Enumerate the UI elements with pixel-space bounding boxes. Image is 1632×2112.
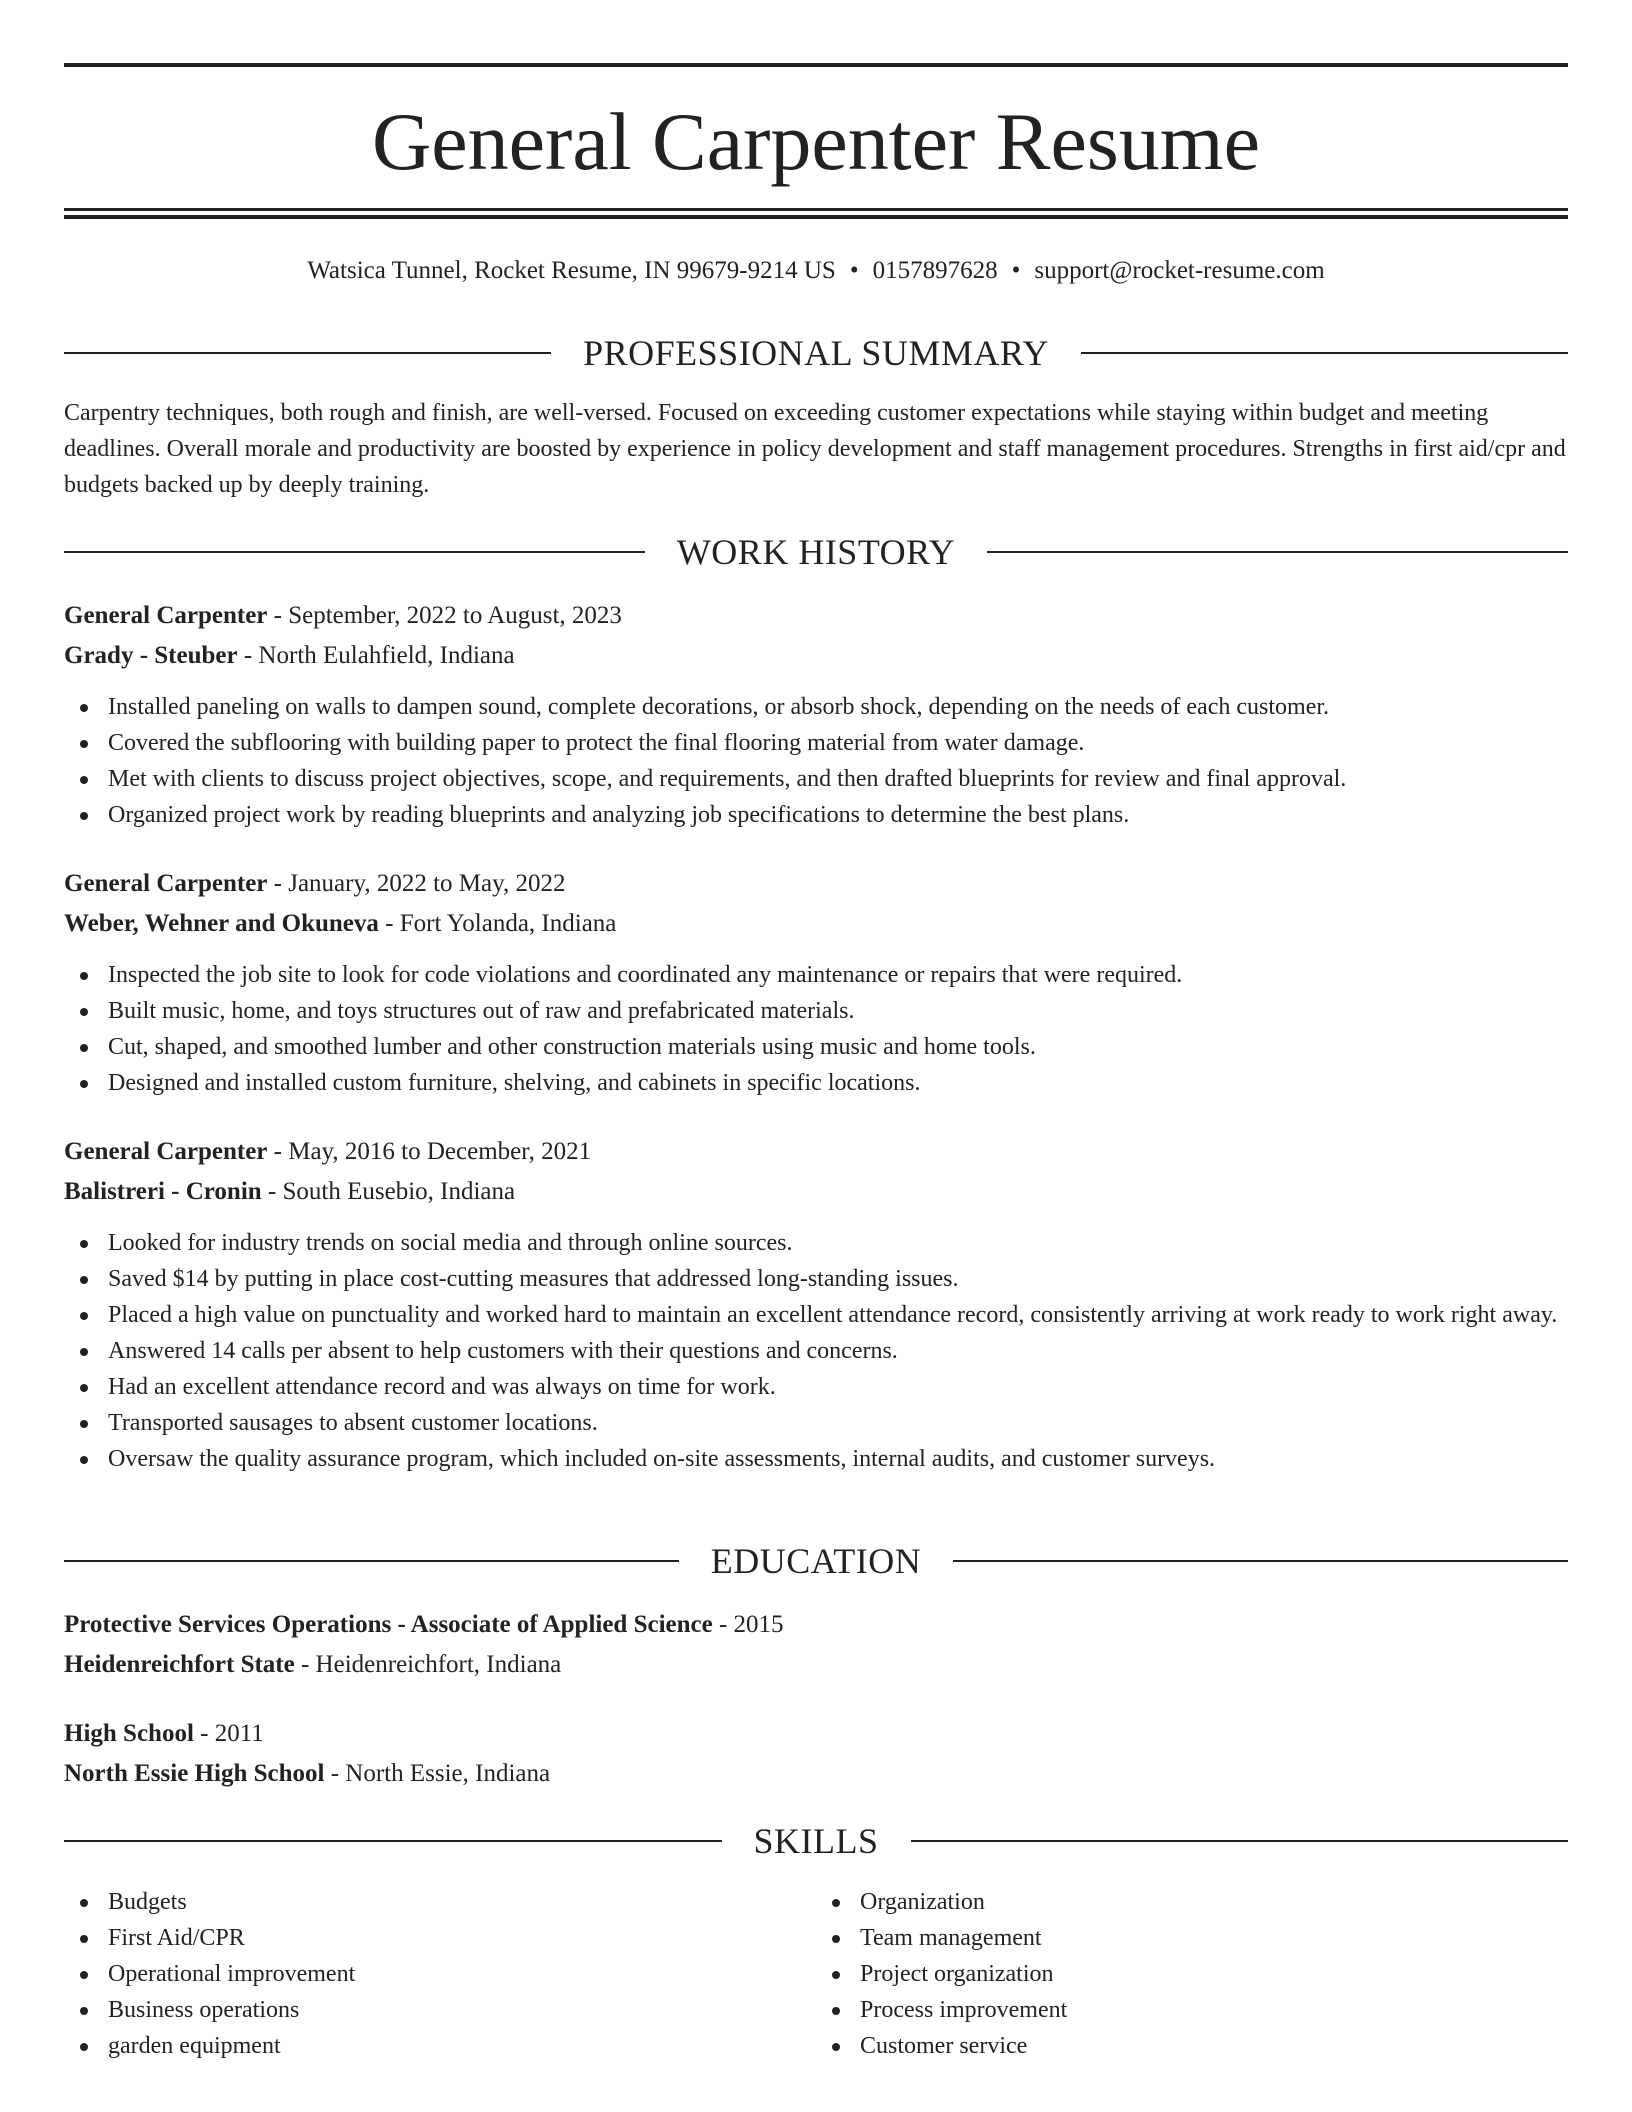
- skill-item: Customer service: [816, 2028, 1568, 2064]
- contact-separator: •: [849, 257, 859, 284]
- list-item: Saved $14 by putting in place cost-cutting measures that addressed long-standing issues.: [64, 1261, 1568, 1297]
- skills-column-right: [816, 1884, 1568, 2064]
- job-dates: - September, 2022 to August, 2023: [267, 602, 622, 629]
- skills-list: [64, 1884, 1568, 2064]
- job-dates: - January, 2022 to May, 2022: [267, 870, 566, 897]
- resume-title: General Carpenter Resume: [372, 96, 1260, 187]
- job-location: - Fort Yolanda, Indiana: [378, 910, 617, 937]
- list-item: Oversaw the quality assurance program, which included on-site assessments, internal audits, and customer surveys.: [64, 1441, 1568, 1477]
- education-year: - 2015: [712, 1611, 784, 1638]
- summary-text: Carpentry techniques, both rough and finish, are well-versed. Focused on exceeding customer expectations while staying within budget and meeting deadlines. Overall morale and productivity are boosted by experience in policy development and staff management procedures. Strengths in first aid/cpr and budgets backed up by deeply training.: [64, 400, 1566, 498]
- skill-item: Business operations: [64, 1992, 816, 2028]
- skills-column-left: [64, 1884, 816, 2064]
- job-entry: [64, 1132, 1568, 1477]
- contact-phone: 0157897628: [872, 257, 998, 284]
- education-degree: High School: [64, 1720, 194, 1747]
- skill-item: Budgets: [64, 1884, 816, 1920]
- job-title: General Carpenter: [64, 1138, 268, 1165]
- heading-rule: [64, 1560, 679, 1562]
- job-title-line: [64, 864, 1568, 904]
- section-heading-skills: [64, 1821, 1568, 1861]
- list-item: Placed a high value on punctuality and worked hard to maintain an excellent attendance record, consistently arriving at work ready to work right away.: [64, 1297, 1568, 1333]
- list-item: Looked for industry trends on social media and through online sources.: [64, 1225, 1568, 1261]
- education-degree-line: [64, 1714, 1568, 1754]
- education-school-line: [64, 1645, 1568, 1685]
- education-school: North Essie High School: [64, 1760, 325, 1787]
- section-heading-summary: [64, 333, 1568, 373]
- education-entry: [64, 1605, 1568, 1685]
- job-location: - South Eusebio, Indiana: [261, 1178, 516, 1205]
- list-item: Installed paneling on walls to dampen sound, complete decorations, or absorb shock, depending on the needs of each customer.: [64, 689, 1568, 725]
- list-item: Designed and installed custom furniture, shelving, and cabinets in specific locations.: [64, 1065, 1568, 1101]
- top-rule: [64, 63, 1568, 67]
- heading-rule: [64, 551, 645, 553]
- heading-rule: [64, 352, 551, 354]
- list-item: Built music, home, and toys structures out of raw and prefabricated materials.: [64, 993, 1568, 1029]
- heading-rule: [953, 1560, 1568, 1562]
- education-year: - 2011: [193, 1720, 264, 1747]
- job-title-line: [64, 596, 1568, 636]
- skill-item: Organization: [816, 1884, 1568, 1920]
- skill-item: Project organization: [816, 1956, 1568, 1992]
- heading-rule: [987, 551, 1568, 553]
- job-dates: - May, 2016 to December, 2021: [267, 1138, 592, 1165]
- skill-item: Process improvement: [816, 1992, 1568, 2028]
- list-item: Organized project work by reading blueprints and analyzing job specifications to determine the best plans.: [64, 797, 1568, 833]
- list-item: Met with clients to discuss project objectives, scope, and requirements, and then drafted blueprints for review and final approval.: [64, 761, 1568, 797]
- contact-separator: •: [1011, 257, 1021, 284]
- job-entry: [64, 864, 1568, 1101]
- skill-item: First Aid/CPR: [64, 1920, 816, 1956]
- job-company-line: [64, 636, 1568, 676]
- list-item: Transported sausages to absent customer locations.: [64, 1405, 1568, 1441]
- job-company: Grady - Steuber: [64, 642, 238, 669]
- job-bullets: [64, 689, 1568, 833]
- skill-item: Team management: [816, 1920, 1568, 1956]
- section-heading-education: [64, 1541, 1568, 1581]
- job-company: Balistreri - Cronin: [64, 1178, 262, 1205]
- education-degree: Protective Services Operations - Associate of Applied Science: [64, 1611, 713, 1638]
- skill-item: Operational improvement: [64, 1956, 816, 1992]
- education-school-line: [64, 1754, 1568, 1794]
- education-degree-line: [64, 1605, 1568, 1645]
- list-item: Had an excellent attendance record and was always on time for work.: [64, 1369, 1568, 1405]
- job-entry: [64, 596, 1568, 833]
- education-location: - Heidenreichfort, Indiana: [294, 1651, 562, 1678]
- list-item: Cut, shaped, and smoothed lumber and other construction materials using music and home tools.: [64, 1029, 1568, 1065]
- list-item: Inspected the job site to look for code violations and coordinated any maintenance or repairs that were required.: [64, 957, 1568, 993]
- job-bullets: [64, 1225, 1568, 1477]
- section-heading-label: EDUCATION: [710, 1541, 922, 1581]
- education-entry: [64, 1714, 1568, 1794]
- contact-email: support@rocket-resume.com: [1034, 257, 1325, 284]
- job-title: General Carpenter: [64, 602, 268, 629]
- job-company: Weber, Wehner and Okuneva: [64, 910, 379, 937]
- list-item: Covered the subflooring with building paper to protect the final flooring material from water damage.: [64, 725, 1568, 761]
- heading-rule: [911, 1840, 1569, 1842]
- contact-line: [64, 253, 1568, 289]
- title-double-rule: [64, 208, 1568, 219]
- job-title-line: [64, 1132, 1568, 1172]
- skill-item: garden equipment: [64, 2028, 816, 2064]
- job-bullets: [64, 957, 1568, 1101]
- section-heading-work: [64, 532, 1568, 572]
- section-heading-label: WORK HISTORY: [676, 532, 956, 572]
- job-company-line: [64, 1172, 1568, 1212]
- job-title: General Carpenter: [64, 870, 268, 897]
- section-heading-label: PROFESSIONAL SUMMARY: [583, 333, 1049, 373]
- contact-address: Watsica Tunnel, Rocket Resume, IN 99679-9214 US: [307, 257, 836, 284]
- heading-rule: [1081, 352, 1568, 354]
- list-item: Answered 14 calls per absent to help customers with their questions and concerns.: [64, 1333, 1568, 1369]
- job-company-line: [64, 904, 1568, 944]
- education-school: Heidenreichfort State: [64, 1651, 295, 1678]
- education-location: - North Essie, Indiana: [324, 1760, 551, 1787]
- heading-rule: [64, 1840, 722, 1842]
- job-location: - North Eulahfield, Indiana: [237, 642, 515, 669]
- section-heading-label: SKILLS: [753, 1821, 879, 1861]
